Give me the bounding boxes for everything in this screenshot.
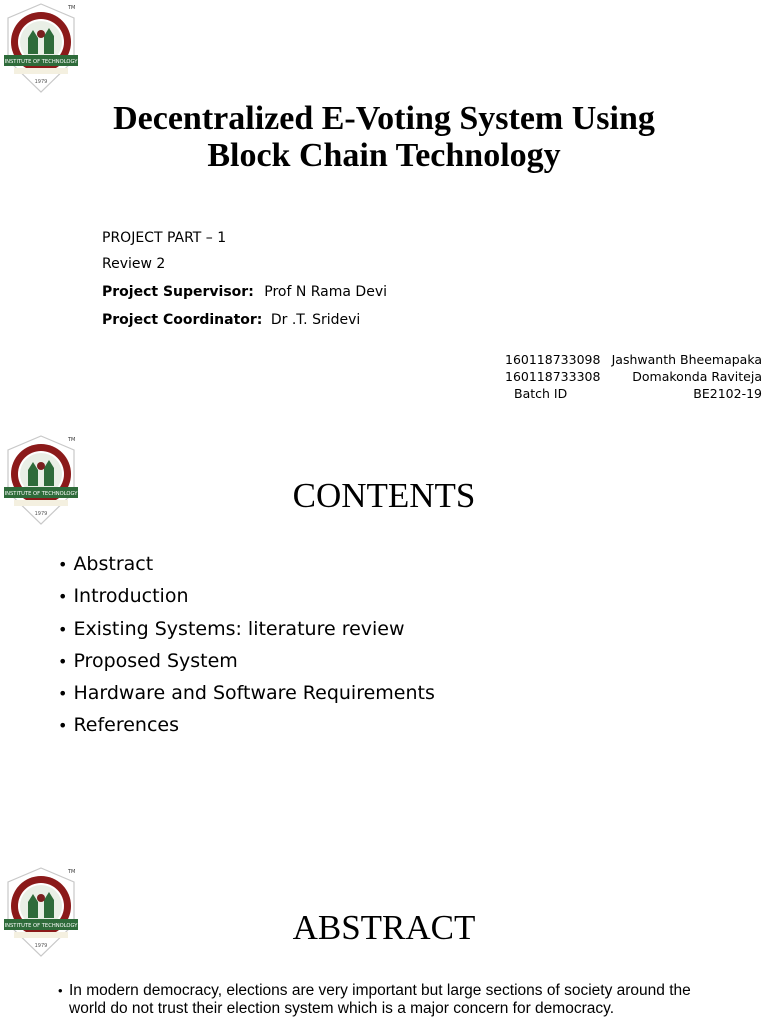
- contents-item-requirements: • Hardware and Software Requirements: [58, 677, 435, 709]
- coordinator-label: Project Coordinator:: [102, 312, 263, 328]
- presentation-title: [0, 100, 768, 174]
- contents-item-abstract: • Abstract: [58, 548, 435, 580]
- contents-item-references: • References: [58, 709, 435, 741]
- logo-year: 1979: [34, 79, 48, 85]
- logo-tm: TM: [68, 869, 76, 875]
- team-name: BE2102-19: [693, 386, 762, 401]
- abstract-title: ABSTRACT: [292, 908, 476, 947]
- logo-caption: INSTITUTE OF TECHNOLOGY: [4, 59, 78, 65]
- logo-year: 1979: [34, 511, 48, 517]
- title-line-2: Block Chain Technology: [207, 137, 561, 174]
- supervisor-line: [102, 284, 387, 300]
- contents-item-proposed-system: • Proposed System: [58, 645, 435, 677]
- contents-list: [58, 548, 435, 742]
- logo-year: 1979: [34, 943, 48, 949]
- contents-item-existing-systems: • Existing Systems: literature review: [58, 613, 435, 645]
- team-name: Domakonda Raviteja: [632, 369, 762, 384]
- logo-caption: INSTITUTE OF TECHNOLOGY: [4, 491, 78, 497]
- team-id: 160118733098: [505, 352, 601, 367]
- project-part: PROJECT PART – 1: [102, 230, 227, 246]
- supervisor-label: Project Supervisor:: [102, 284, 254, 300]
- coordinator-line: [102, 312, 360, 328]
- team-name: Jashwanth Bheemapaka: [611, 352, 762, 367]
- abstract-text: In modern democracy, elections are very important but large sections of society around the world do not trust their election system which is a major concern for democracy.: [69, 982, 691, 1017]
- slide-contents: [0, 430, 768, 860]
- team-id: Batch ID: [514, 386, 568, 401]
- institute-logo: [0, 0, 82, 96]
- team-ids: [505, 351, 600, 402]
- logo-caption: INSTITUTE OF TECHNOLOGY: [4, 923, 78, 929]
- title-line-1: Decentralized E-Voting System Using: [113, 100, 655, 137]
- supervisor-value: Prof N Rama Devi: [264, 284, 387, 300]
- abstract-paragraph: [58, 982, 718, 1018]
- abstract-bullet: •: [58, 983, 63, 998]
- review-label: Review 2: [102, 256, 166, 272]
- logo-tm: TM: [68, 437, 76, 443]
- team-names: [612, 351, 762, 402]
- team-id: 160118733308: [505, 369, 601, 384]
- logo-tm: TM: [68, 5, 76, 11]
- contents-title: CONTENTS: [292, 476, 476, 515]
- slide-abstract: [0, 862, 768, 1024]
- slide-title: [0, 0, 768, 420]
- coordinator-value: Dr .T. Sridevi: [270, 312, 361, 328]
- contents-item-introduction: • Introduction: [58, 580, 435, 612]
